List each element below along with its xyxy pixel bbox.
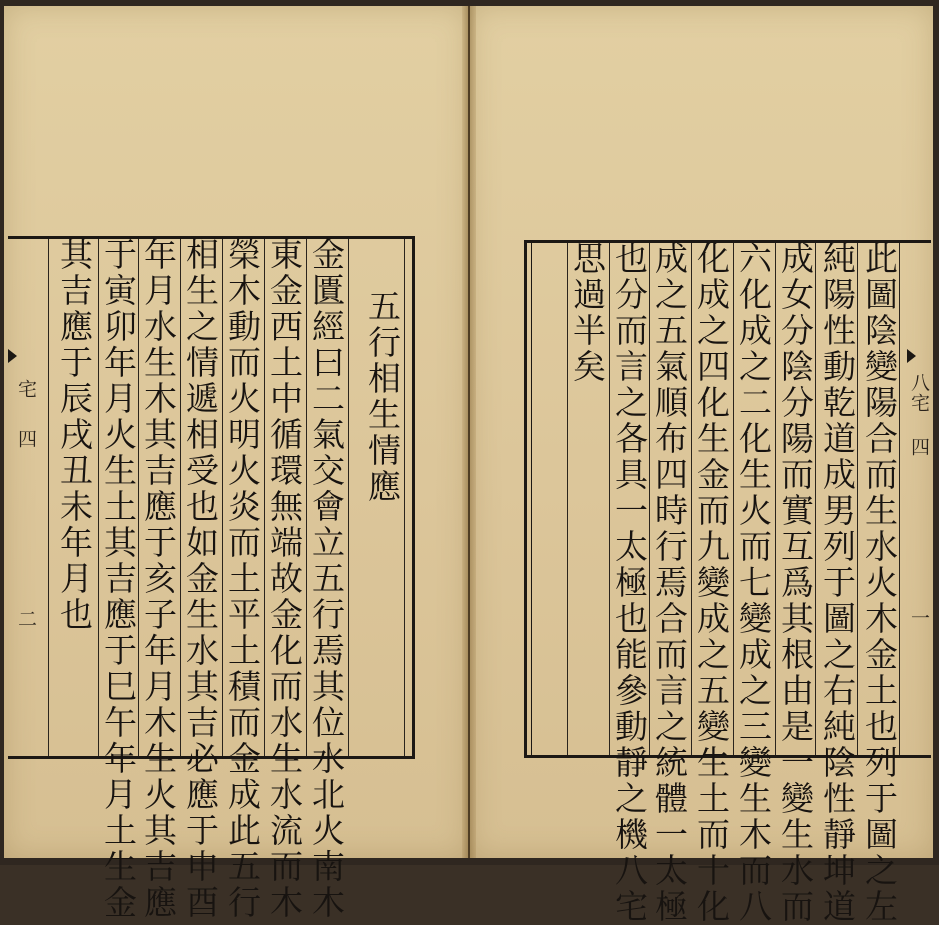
text-column: 于寅卯年月火生土其吉應于巳午年月土生金 (99, 237, 138, 921)
text-column: 六化成之二化生火而七變成之三變生木而八 (734, 241, 773, 925)
text-column: 此圖陰變陽合而生水火木金土也列于圖之左 (860, 241, 899, 925)
column-rule (404, 239, 405, 756)
fishtail-mark (907, 349, 916, 363)
column-rule (48, 239, 49, 756)
column-rule (857, 243, 858, 755)
spine-volume: 四 (908, 437, 930, 457)
section-heading: 五行相生情應 (363, 289, 402, 505)
text-column: 成女分陰分陽而實互爲其根由是一變生水而 (776, 241, 815, 925)
spine-volume: 四 (15, 429, 37, 449)
text-column: 榮木動而火明火炎而土平土積而金成此五行 (223, 237, 262, 921)
text-column: 年月水生木其吉應于亥子年月木生火其吉應 (139, 237, 178, 921)
fishtail-mark (8, 349, 17, 363)
spine-title: 宅 (15, 379, 37, 399)
text-column: 相生之情遞相受也如金生水其吉必應于申酉 (181, 237, 220, 921)
text-column: 其吉應于辰戌丑未年月也 (55, 237, 94, 633)
column-rule (899, 243, 900, 755)
folio-number: 一 (908, 608, 930, 628)
text-column: 純陽性動乾道成男列于圖之右純陰性靜坤道 (818, 241, 857, 925)
folio-number: 二 (15, 609, 37, 629)
text-column: 金匱經曰二氣交會立五行焉其位水北火南木 (307, 237, 346, 921)
text-column: 化成之四化生金而九變成之五變生土而十化 (692, 241, 731, 925)
text-column: 東金西土中循環無端故金化而水生水流而木 (265, 237, 304, 921)
text-column: 也分而言之各具一太極也能參動靜之機八宅 (610, 241, 649, 925)
right-text-frame (524, 240, 931, 925)
left-text-frame (8, 236, 415, 921)
book-gutter (462, 6, 476, 858)
text-column: 思過半矣 (568, 241, 607, 385)
text-column: 成之五氣順布四時行焉合而言之統體一太極 (650, 241, 689, 925)
column-rule (348, 239, 349, 756)
column-rule (815, 243, 816, 755)
spine-title: 八宅 (908, 373, 930, 413)
